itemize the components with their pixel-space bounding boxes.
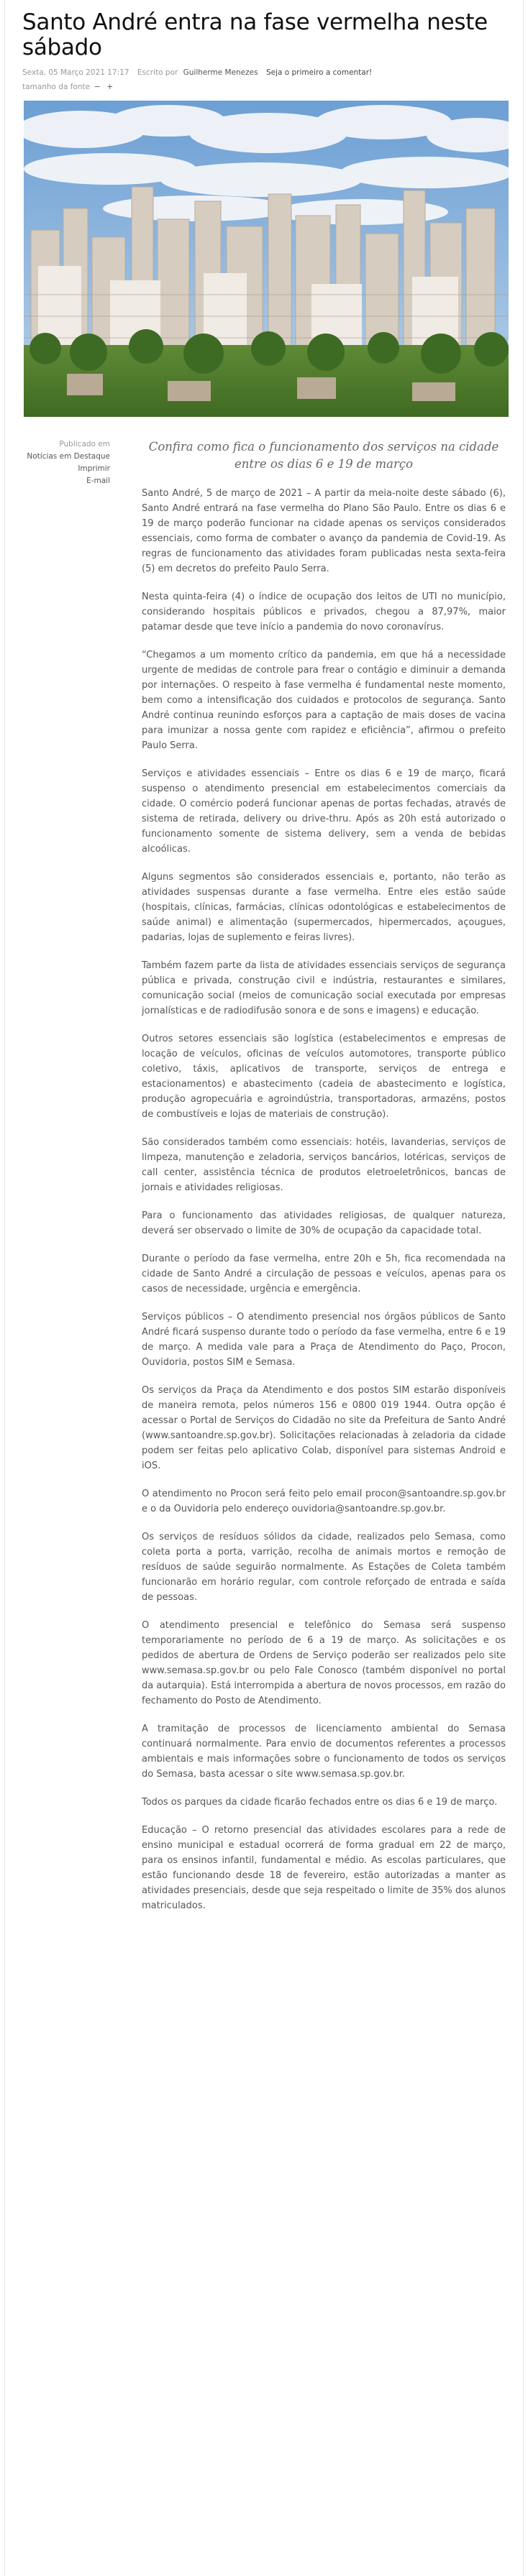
paragraph: A tramitação de processos de licenciamento ambiental do Semasa continuará normalmente. Para envio de documentos referentes a processos ambientais e mais informações sobre o funcionamento de todos os serviços do Semasa, basta acessar o site www.semasa.sp.gov.br. bbox=[142, 1724, 506, 1780]
paragraph: Os serviços de resíduos sólidos da cidade, realizados pelo Semasa, como coleta porta a porta, varrição, recolha de animais mortos e remoção de resíduos de saúde seguirão normalmente. As Estações de Coleta também funcionarão em horário regular, com controle reforçado de entrada e saída de pessoas. bbox=[142, 1532, 506, 1603]
paragraph: Também fazem parte da lista de atividades essenciais serviços de segurança pública e privada, construção civil e indústria, restaurantes e similares, comunicação social (meios de comunicação social executada por empresas jornalísticas e de radiodifusão sonora e de sons e imagens) e educação. bbox=[142, 960, 506, 1016]
paragraph: Serviços públicos – O atendimento presencial nos órgãos públicos de Santo André ficará suspenso durante todo o período da fase vermelha, entre 6 e 19 de março. A medida vale para a Praça de Atendimento do Paço, Procon, Ouvidoria, postos SIM e Semasa. bbox=[142, 1312, 506, 1368]
article-content bbox=[5, 438, 523, 1913]
font-size-control bbox=[22, 82, 509, 92]
paragraph: Todos os parques da cidade ficarão fechados entre os dias 6 e 19 de março. bbox=[142, 1797, 498, 1808]
author-prefix: Escrito por bbox=[137, 68, 178, 77]
paragraph: Serviços e atividades essenciais – Entre os dias 6 e 19 de março, ficará suspenso o atendimento presencial em estabelecimentos comerciais da cidade. O comércio poderá funcionar apenas de portas fechadas, através de sistema de retirada, delivery ou drive-thru. Após as 20h está autorizado o funcionamento somente de sistema delivery, sem a venda de bebidas alcoólicas. bbox=[142, 768, 506, 855]
article-page bbox=[4, 0, 524, 2576]
paragraph: Durante o período da fase vermelha, entre 20h e 5h, fica recomendada na cidade de Santo André a circulação de pessoas e veículos, apenas para os casos de necessidade, urgência e emergência. bbox=[142, 1254, 506, 1294]
article-lead: Confira como fica o funcionamento dos serviços na cidade entre os dias 6 e 19 de março bbox=[148, 440, 499, 471]
hero-image bbox=[24, 101, 509, 417]
comment-link[interactable]: Seja o primeiro a comentar! bbox=[265, 68, 373, 77]
article-meta bbox=[22, 68, 509, 78]
paragraph: O atendimento presencial e telefônico do Semasa será suspenso temporariamente no período de 6 a 19 de março. As solicitações e os pedidos de abertura de Ordens de Serviço poderão ser realizados pelo site www.semasa.sp.gov.br ou pelo Fale Conosco (também disponível no portal da autarquia). Está interrompida a abertura de novos processos, em razão do fechamento do Posto de Atendimento. bbox=[142, 1620, 506, 1706]
paragraph: “Chegamos a um momento crítico da pandemia, em que há a necessidade urgente de medidas de controle para frear o contágio e diminuir a demanda por internações. O respeito à fase vermelha é fundamental neste momento, bem como a intensificação dos cuidados e protocolos de segurança. Santo André continua reunindo esforços para a captação de mais doses de vacina para imunizar a nossa gente com rapidez e eficiência”, afirmou o prefeito Paulo Serra. bbox=[142, 650, 506, 751]
font-decrease-button[interactable]: − bbox=[94, 83, 101, 91]
print-link[interactable]: Imprimir bbox=[78, 464, 110, 473]
author-link[interactable]: Guilherme Menezes bbox=[183, 68, 258, 77]
paragraph: Nesta quinta-feira (4) o índice de ocupação dos leitos de UTI no município, considerando hospitais públicos e privados, chegou a 87,97%, maior patamar desde que teve início a pandemia do novo coronavírus. bbox=[142, 592, 506, 632]
published-label: Publicado em bbox=[59, 440, 110, 448]
email-link[interactable]: E-mail bbox=[86, 477, 110, 485]
paragraph: Educação – O retorno presencial das atividades escolares para a rede de ensino municipal e estadual ocorrerá de forma gradual em 22 de março, para os ensinos infantil, fundamental e médio. As escolas particulares, que estão funcionando desde 18 de fevereiro, estão autorizadas a manter as atividades presenciais, desde que seja respeitado o limite de 35% dos alunos matriculados. bbox=[142, 1825, 506, 1911]
paragraph: Alguns segmentos são considerados essenciais e, portanto, não terão as atividades suspensas durante a fase vermelha. Entre eles estão saúde (hospitais, clínicas, farmácias, clínicas odontológicas e estabelecimentos de saúde animal) e alimentação (supermercados, hipermercados, açougues, padarias, lojas de suplemento e feiras livres). bbox=[142, 872, 506, 943]
paragraph: São considerados também como essenciais: hotéis, lavanderias, serviços de limpeza, manutenção e zeladoria, serviços bancários, lotéricas, serviços de call center, assistência técnica de produtos eletroeletrônicos, bancas de jornais e atividades religiosas. bbox=[142, 1137, 506, 1193]
paragraph: Outros setores essenciais são logística (estabelecimentos e empresas de locação de veículos, oficinas de veículos automotores, transporte público coletivo, táxis, aplicativos de transporte, serviços de entrega e estacionamentos) e abastecimento (cadeia de abastecimento e logística, produção agropecuária e agroindústria, transportadoras, armazéns, postos de combustíveis e lojas de materiais de construção). bbox=[142, 1034, 506, 1120]
paragraph: Santo André, 5 de março de 2021 – A partir da meia-noite deste sábado (6), Santo André entrará na fase vermelha do Plano São Paulo. Entre os dias 6 e 19 de março poderão funcionar na cidade apenas os serviços considerados essenciais, como forma de combater o avanço da pandemia de Covid-19. As regras de funcionamento das atividades foram publicadas nesta sexta-feira (5) em decretos do prefeito Paulo Serra. bbox=[142, 488, 506, 574]
article-title: Santo André entra na fase vermelha neste sábado bbox=[22, 9, 488, 60]
article-body bbox=[142, 438, 506, 1913]
paragraph: O atendimento no Procon será feito pelo email procon@santoandre.sp.gov.br e o da Ouvidoria pelo endereço ouvidoria@santoandre.sp.gov.br. bbox=[142, 1489, 506, 1514]
article-date: Sexta, 05 Março 2021 17:17 bbox=[22, 68, 129, 77]
category-link[interactable]: Notícias em Destaque bbox=[27, 452, 110, 461]
paragraph: Para o funcionamento das atividades religiosas, de qualquer natureza, deverá ser observado o limite de 30% de ocupação da capacidade total. bbox=[142, 1210, 506, 1236]
font-size-label: tamanho da fonte bbox=[22, 83, 91, 91]
font-increase-button[interactable]: + bbox=[106, 83, 114, 91]
article-sidebar bbox=[5, 438, 110, 487]
paragraph: Os serviços da Praça da Atendimento e dos postos SIM estarão disponíveis de maneira remota, pelos números 156 e 0800 019 1944. Outra opção é acessar o Portal de Serviços do Cidadão no site da Prefeitura de Santo André (www.santoandre.sp.gov.br). Solicitações relacionadas à zeladoria da cidade podem ser feitas pelo aplicativo Colab, disponível para sistemas Android e iOS. bbox=[142, 1385, 506, 1471]
article-header bbox=[5, 0, 523, 92]
